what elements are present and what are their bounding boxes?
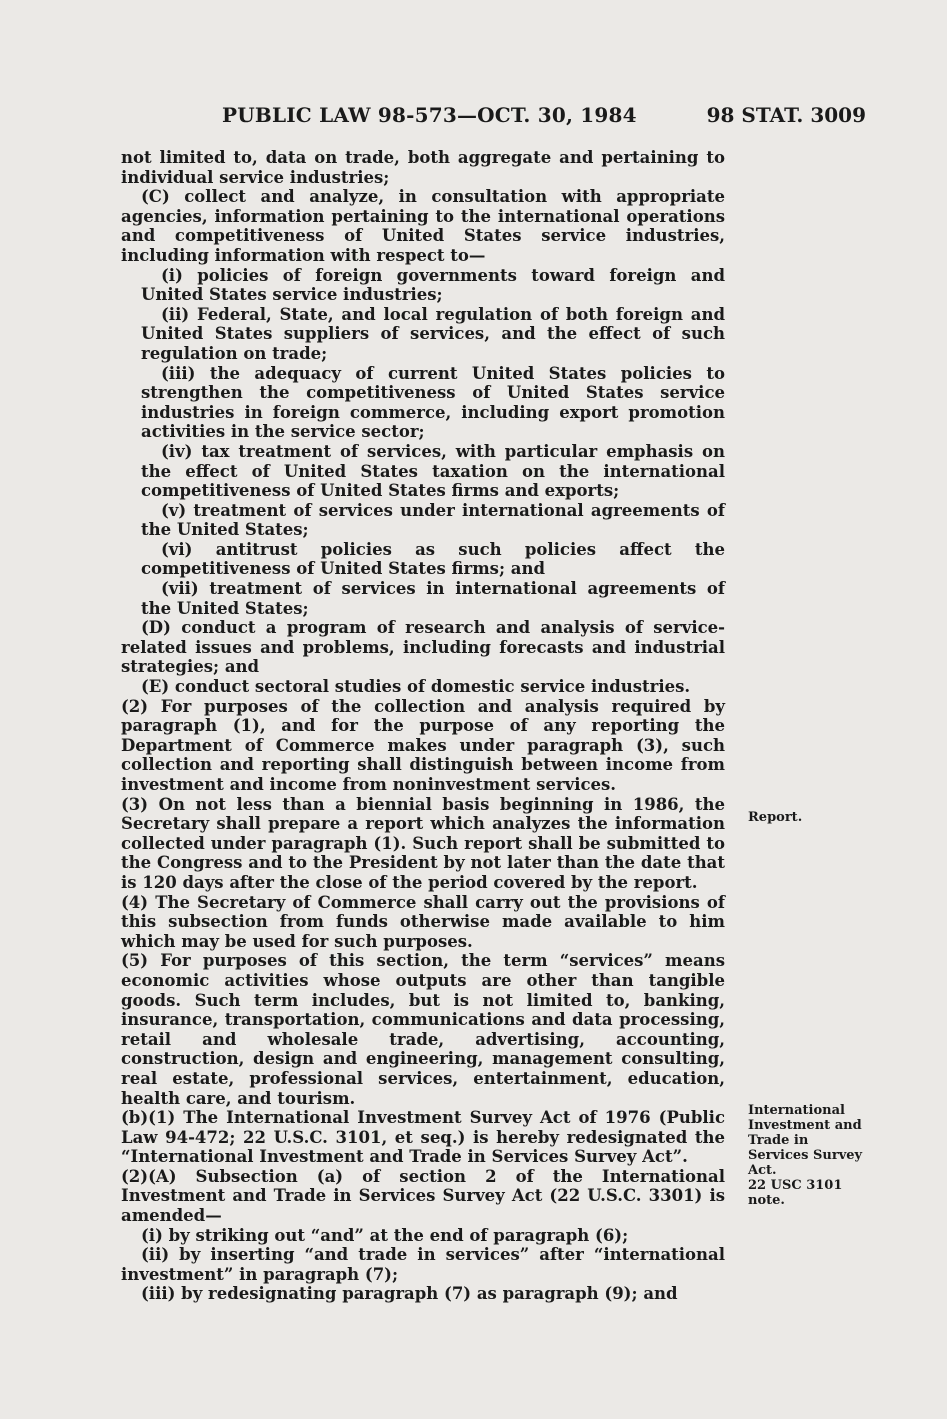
- page-title: PUBLIC LAW 98-573—OCT. 30, 1984: [222, 103, 637, 127]
- paragraph: (E) conduct sectoral studies of domestic service industries.: [141, 677, 691, 697]
- paragraph: (ii) Federal, State, and local regulation of both foreign and United States suppliers of services, and the effect of such regulation on trade;: [141, 304, 725, 363]
- paragraph: (2)(A) Subsection (a) of section 2 of the International Investment and Trade in Services Survey Act (22 U.S.C. 3301) is amended—: [121, 1166, 725, 1226]
- page-header: [222, 103, 866, 133]
- paragraph: (i) policies of foreign governments toward foreign and United States service industries;: [141, 265, 725, 305]
- paragraph: (vii) treatment of services in international agreements of the United States;: [141, 579, 725, 618]
- paragraph: (ii) by inserting “and trade in services” after “international investment” in paragraph (7);: [121, 1245, 725, 1284]
- paragraph: (i) by striking out “and” at the end of paragraph (6);: [141, 1225, 629, 1245]
- paragraph: (4) The Secretary of Commerce shall carry out the provisions of this subsection from funds otherwise made available to him which may be used for such purposes.: [121, 892, 725, 951]
- paragraph: (3) On not less than a biennial basis beginning in 1986, the Secretary shall prepare a report which analyzes the information collected under paragraph (1). Such report shall be submitted to the Congress and to the President by not later than the date that is 120 days after the close of the period covered by the report.: [121, 794, 725, 892]
- statute-page-number: 98 STAT. 3009: [706, 103, 866, 127]
- paragraph: (v) treatment of services under international agreements of the United States;: [141, 500, 725, 540]
- margin-note-survey-act: International Investment and Trade in Services Survey Act. 22 USC 3101 note.: [748, 1103, 863, 1208]
- paragraph: (C) collect and analyze, in consultation with appropriate agencies, information pertaining to the international operations and competitiveness of United States service industries, including information with respect to—: [121, 187, 725, 265]
- margin-note-report: Report.: [748, 810, 803, 825]
- paragraph: (vi) antitrust policies as such policies affect the competitiveness of United States firms; and: [141, 539, 725, 579]
- paragraph: (iii) by redesignating paragraph (7) as paragraph (9); and: [141, 1284, 678, 1304]
- paragraph: (2) For purposes of the collection and analysis required by paragraph (1), and for the purpose of any reporting the Department of Commerce makes under paragraph (3), such collection and reporting shall distinguish between income from investment and income from noninvestment services.: [121, 696, 725, 794]
- paragraph: (D) conduct a program of research and analysis of service-related issues and problems, including forecasts and industrial strategies; and: [121, 618, 725, 677]
- paragraph: (5) For purposes of this section, the term “services” means economic activities whose outputs are other than tangible goods. Such term includes, but is not limited to, banking, insurance, transportation, communications and data processing, retail and wholesale trade, advertising, accounting, construction, design and engineering, management consulting, real estate, professional services, entertainment, education, health care, and tourism.: [121, 951, 725, 1108]
- document-body: [121, 148, 725, 1304]
- paragraph: not limited to, data on trade, both aggregate and pertaining to individual service industries;: [121, 148, 725, 187]
- paragraph: (iii) the adequacy of current United States policies to strengthen the competitiveness of United States service industries in foreign commerce, including export promotion activities in the service sector;: [141, 363, 725, 442]
- paragraph: (b)(1) The International Investment Survey Act of 1976 (Public Law 94-472; 22 U.S.C. 3101, et seq.) is hereby redesignated the “International Investment and Trade in Services Survey Act”.: [121, 1108, 725, 1167]
- paragraph: (iv) tax treatment of services, with particular emphasis on the effect of United States taxation on the international competitiveness of United States firms and exports;: [141, 441, 725, 501]
